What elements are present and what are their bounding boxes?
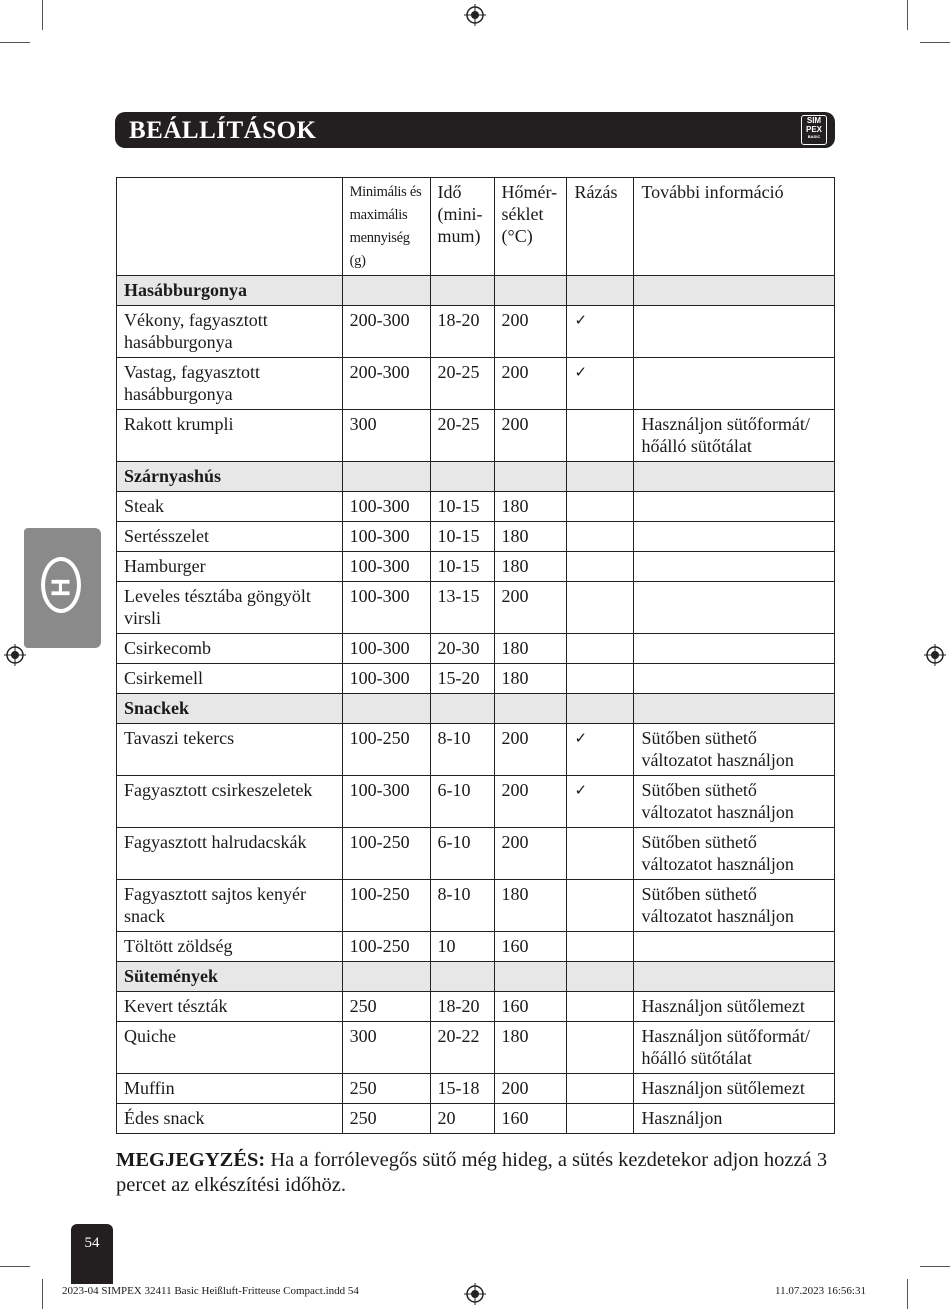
amount-cell: 100-300 <box>342 664 430 694</box>
time-cell: 15-20 <box>430 664 494 694</box>
crop-mark <box>920 1266 950 1267</box>
shake-cell: ✓ <box>567 724 634 776</box>
info-cell: Használjon sütőformát/ hőálló sütőtálat <box>634 410 835 462</box>
section-empty-cell <box>342 462 430 492</box>
info-cell <box>634 522 835 552</box>
footer-timestamp: 11.07.2023 16:56:31 <box>775 1285 866 1297</box>
table-row <box>117 306 835 358</box>
amount-cell: 300 <box>342 1022 430 1074</box>
header-cell-amount: Minimális és maximális mennyiség (g) <box>342 178 430 276</box>
time-cell: 8-10 <box>430 724 494 776</box>
food-name-cell: Fagyasztott sajtos kenyér snack <box>117 880 343 932</box>
info-cell <box>634 664 835 694</box>
temp-cell: 180 <box>494 634 567 664</box>
table-row <box>117 1074 835 1104</box>
temp-cell: 160 <box>494 1104 567 1134</box>
temp-cell: 200 <box>494 306 567 358</box>
amount-cell: 100-250 <box>342 880 430 932</box>
shake-cell <box>567 552 634 582</box>
info-cell: Használjon sütőformát/ hőálló sütőtálat <box>634 1022 835 1074</box>
food-name-cell: Csirkecomb <box>117 634 343 664</box>
table-row <box>117 828 835 880</box>
amount-cell: 250 <box>342 1074 430 1104</box>
time-cell: 18-20 <box>430 992 494 1022</box>
info-cell: Használjon <box>634 1104 835 1134</box>
amount-cell: 100-250 <box>342 932 430 962</box>
info-cell <box>634 492 835 522</box>
shake-cell: ✓ <box>567 358 634 410</box>
shake-cell <box>567 880 634 932</box>
note-label: MEGJEGYZÉS: <box>116 1149 266 1171</box>
settings-table <box>116 177 835 1134</box>
temp-cell: 200 <box>494 358 567 410</box>
temp-cell: 160 <box>494 992 567 1022</box>
section-empty-cell <box>430 462 494 492</box>
amount-cell: 100-250 <box>342 724 430 776</box>
info-cell: Sütőben süthető változatot használjon <box>634 724 835 776</box>
temp-cell: 160 <box>494 932 567 962</box>
time-cell: 10-15 <box>430 522 494 552</box>
section-empty-cell <box>430 694 494 724</box>
header-cell-info: További információ <box>634 178 835 276</box>
info-cell: Használjon sütőlemezt <box>634 992 835 1022</box>
food-name-cell: Kevert tészták <box>117 992 343 1022</box>
section-title: BEÁLLÍTÁSOK <box>129 117 317 144</box>
food-name-cell: Édes snack <box>117 1104 343 1134</box>
time-cell: 10 <box>430 932 494 962</box>
crop-mark <box>42 0 43 30</box>
time-cell: 20-25 <box>430 358 494 410</box>
shake-cell <box>567 582 634 634</box>
section-empty-cell <box>430 276 494 306</box>
registration-mark-icon <box>464 4 486 26</box>
header-cell-temp: Hőmér-séklet (°C) <box>494 178 567 276</box>
amount-cell: 200-300 <box>342 358 430 410</box>
amount-cell: 100-300 <box>342 492 430 522</box>
settings-table-body <box>117 178 835 1134</box>
shake-cell: ✓ <box>567 306 634 358</box>
info-cell <box>634 582 835 634</box>
section-name-cell: Hasábburgonya <box>117 276 343 306</box>
time-cell: 13-15 <box>430 582 494 634</box>
table-row <box>117 410 835 462</box>
table-section-row <box>117 694 835 724</box>
table-row <box>117 664 835 694</box>
amount-cell: 100-300 <box>342 776 430 828</box>
shake-cell <box>567 1104 634 1134</box>
info-cell: Sütőben süthető változatot használjon <box>634 880 835 932</box>
shake-cell: ✓ <box>567 776 634 828</box>
section-empty-cell <box>567 962 634 992</box>
temp-cell: 180 <box>494 552 567 582</box>
shake-cell <box>567 410 634 462</box>
header-cell-shake: Rázás <box>567 178 634 276</box>
section-name-cell: Snackek <box>117 694 343 724</box>
time-cell: 20-30 <box>430 634 494 664</box>
table-row <box>117 932 835 962</box>
temp-cell: 200 <box>494 582 567 634</box>
section-empty-cell <box>494 962 567 992</box>
food-name-cell: Fagyasztott csirkeszeletek <box>117 776 343 828</box>
temp-cell: 180 <box>494 1022 567 1074</box>
section-empty-cell <box>494 462 567 492</box>
amount-cell: 100-300 <box>342 582 430 634</box>
food-name-cell: Vastag, fagyasztott hasábburgonya <box>117 358 343 410</box>
header-cell <box>117 178 343 276</box>
amount-cell: 300 <box>342 410 430 462</box>
simpex-logo <box>801 115 827 145</box>
food-name-cell: Leveles tésztába göngyölt virsli <box>117 582 343 634</box>
crop-mark <box>0 42 30 43</box>
shake-cell <box>567 492 634 522</box>
section-header-bar <box>115 112 835 148</box>
time-cell: 6-10 <box>430 828 494 880</box>
shake-cell <box>567 828 634 880</box>
footer-file-info: 2023-04 SIMPEX 32411 Basic Heißluft-Fritteuse Compact.indd 54 <box>62 1285 359 1297</box>
time-cell: 15-18 <box>430 1074 494 1104</box>
info-cell <box>634 932 835 962</box>
temp-cell: 200 <box>494 410 567 462</box>
info-cell <box>634 358 835 410</box>
amount-cell: 100-300 <box>342 552 430 582</box>
info-cell: Sütőben süthető változatot használjon <box>634 776 835 828</box>
table-section-row <box>117 962 835 992</box>
food-name-cell: Sertésszelet <box>117 522 343 552</box>
temp-cell: 200 <box>494 828 567 880</box>
table-row <box>117 358 835 410</box>
temp-cell: 180 <box>494 664 567 694</box>
temp-cell: 180 <box>494 492 567 522</box>
section-empty-cell <box>567 276 634 306</box>
table-header-row <box>117 178 835 276</box>
temp-cell: 200 <box>494 776 567 828</box>
time-cell: 10-15 <box>430 552 494 582</box>
section-empty-cell <box>342 276 430 306</box>
crop-mark <box>920 42 950 43</box>
info-cell <box>634 634 835 664</box>
note-text: Ha a forrólevegős sütő még hideg, a sütés kezdetekor adjon hozzá 3 percet az elkészítési időhöz. <box>116 1149 828 1196</box>
section-empty-cell <box>494 694 567 724</box>
table-row <box>117 582 835 634</box>
section-name-cell: Sütemények <box>117 962 343 992</box>
section-empty-cell <box>634 276 835 306</box>
table-row <box>117 1022 835 1074</box>
logo-line: BASIC <box>807 134 821 139</box>
temp-cell: 180 <box>494 522 567 552</box>
page-number: 54 <box>71 1224 113 1284</box>
note-paragraph <box>116 1148 836 1198</box>
table-row <box>117 1104 835 1134</box>
table-row <box>117 776 835 828</box>
table-section-row <box>117 462 835 492</box>
time-cell: 8-10 <box>430 880 494 932</box>
time-cell: 20-25 <box>430 410 494 462</box>
time-cell: 20 <box>430 1104 494 1134</box>
temp-cell: 200 <box>494 1074 567 1104</box>
food-name-cell: Rakott krumpli <box>117 410 343 462</box>
section-empty-cell <box>567 694 634 724</box>
amount-cell: 200-300 <box>342 306 430 358</box>
time-cell: 6-10 <box>430 776 494 828</box>
info-cell: Sütőben süthető változatot használjon <box>634 828 835 880</box>
table-row <box>117 522 835 552</box>
table-row <box>117 492 835 522</box>
shake-cell <box>567 634 634 664</box>
crop-mark <box>907 0 908 30</box>
section-empty-cell <box>430 962 494 992</box>
food-name-cell: Muffin <box>117 1074 343 1104</box>
crop-mark <box>42 1279 43 1309</box>
table-row <box>117 552 835 582</box>
info-cell <box>634 552 835 582</box>
shake-cell <box>567 992 634 1022</box>
registration-mark-icon <box>924 644 946 666</box>
table-row <box>117 992 835 1022</box>
info-cell <box>634 306 835 358</box>
food-name-cell: Tavaszi tekercs <box>117 724 343 776</box>
food-name-cell: Fagyasztott halrudacskák <box>117 828 343 880</box>
section-empty-cell <box>342 694 430 724</box>
table-row <box>117 724 835 776</box>
shake-cell <box>567 1074 634 1104</box>
shake-cell <box>567 522 634 552</box>
amount-cell: 100-250 <box>342 828 430 880</box>
amount-cell: 100-300 <box>342 522 430 552</box>
table-section-row <box>117 276 835 306</box>
food-name-cell: Quiche <box>117 1022 343 1074</box>
food-name-cell: Steak <box>117 492 343 522</box>
info-cell: Használjon sütőlemezt <box>634 1074 835 1104</box>
crop-mark <box>0 1266 30 1267</box>
registration-mark-icon <box>464 1283 486 1305</box>
temp-cell: 180 <box>494 880 567 932</box>
registration-mark-icon <box>4 644 26 666</box>
time-cell: 18-20 <box>430 306 494 358</box>
amount-cell: 100-300 <box>342 634 430 664</box>
time-cell: 20-22 <box>430 1022 494 1074</box>
shake-cell <box>567 664 634 694</box>
shake-cell <box>567 932 634 962</box>
crop-mark <box>907 1279 908 1309</box>
language-tab-letter: H <box>45 578 76 597</box>
logo-line: SIM <box>806 116 822 125</box>
time-cell: 10-15 <box>430 492 494 522</box>
section-empty-cell <box>634 962 835 992</box>
temp-cell: 200 <box>494 724 567 776</box>
table-row <box>117 880 835 932</box>
food-name-cell: Töltött zöldség <box>117 932 343 962</box>
logo-line: PEX <box>805 125 822 134</box>
section-empty-cell <box>634 462 835 492</box>
section-empty-cell <box>567 462 634 492</box>
shake-cell <box>567 1022 634 1074</box>
food-name-cell: Hamburger <box>117 552 343 582</box>
section-empty-cell <box>494 276 567 306</box>
section-empty-cell <box>634 694 835 724</box>
section-name-cell: Szárnyashús <box>117 462 343 492</box>
language-tab <box>24 528 101 648</box>
table-row <box>117 634 835 664</box>
header-cell-time: Idő (mini-mum) <box>430 178 494 276</box>
food-name-cell: Csirkemell <box>117 664 343 694</box>
section-empty-cell <box>342 962 430 992</box>
amount-cell: 250 <box>342 1104 430 1134</box>
food-name-cell: Vékony, fagyasztott hasábburgonya <box>117 306 343 358</box>
amount-cell: 250 <box>342 992 430 1022</box>
